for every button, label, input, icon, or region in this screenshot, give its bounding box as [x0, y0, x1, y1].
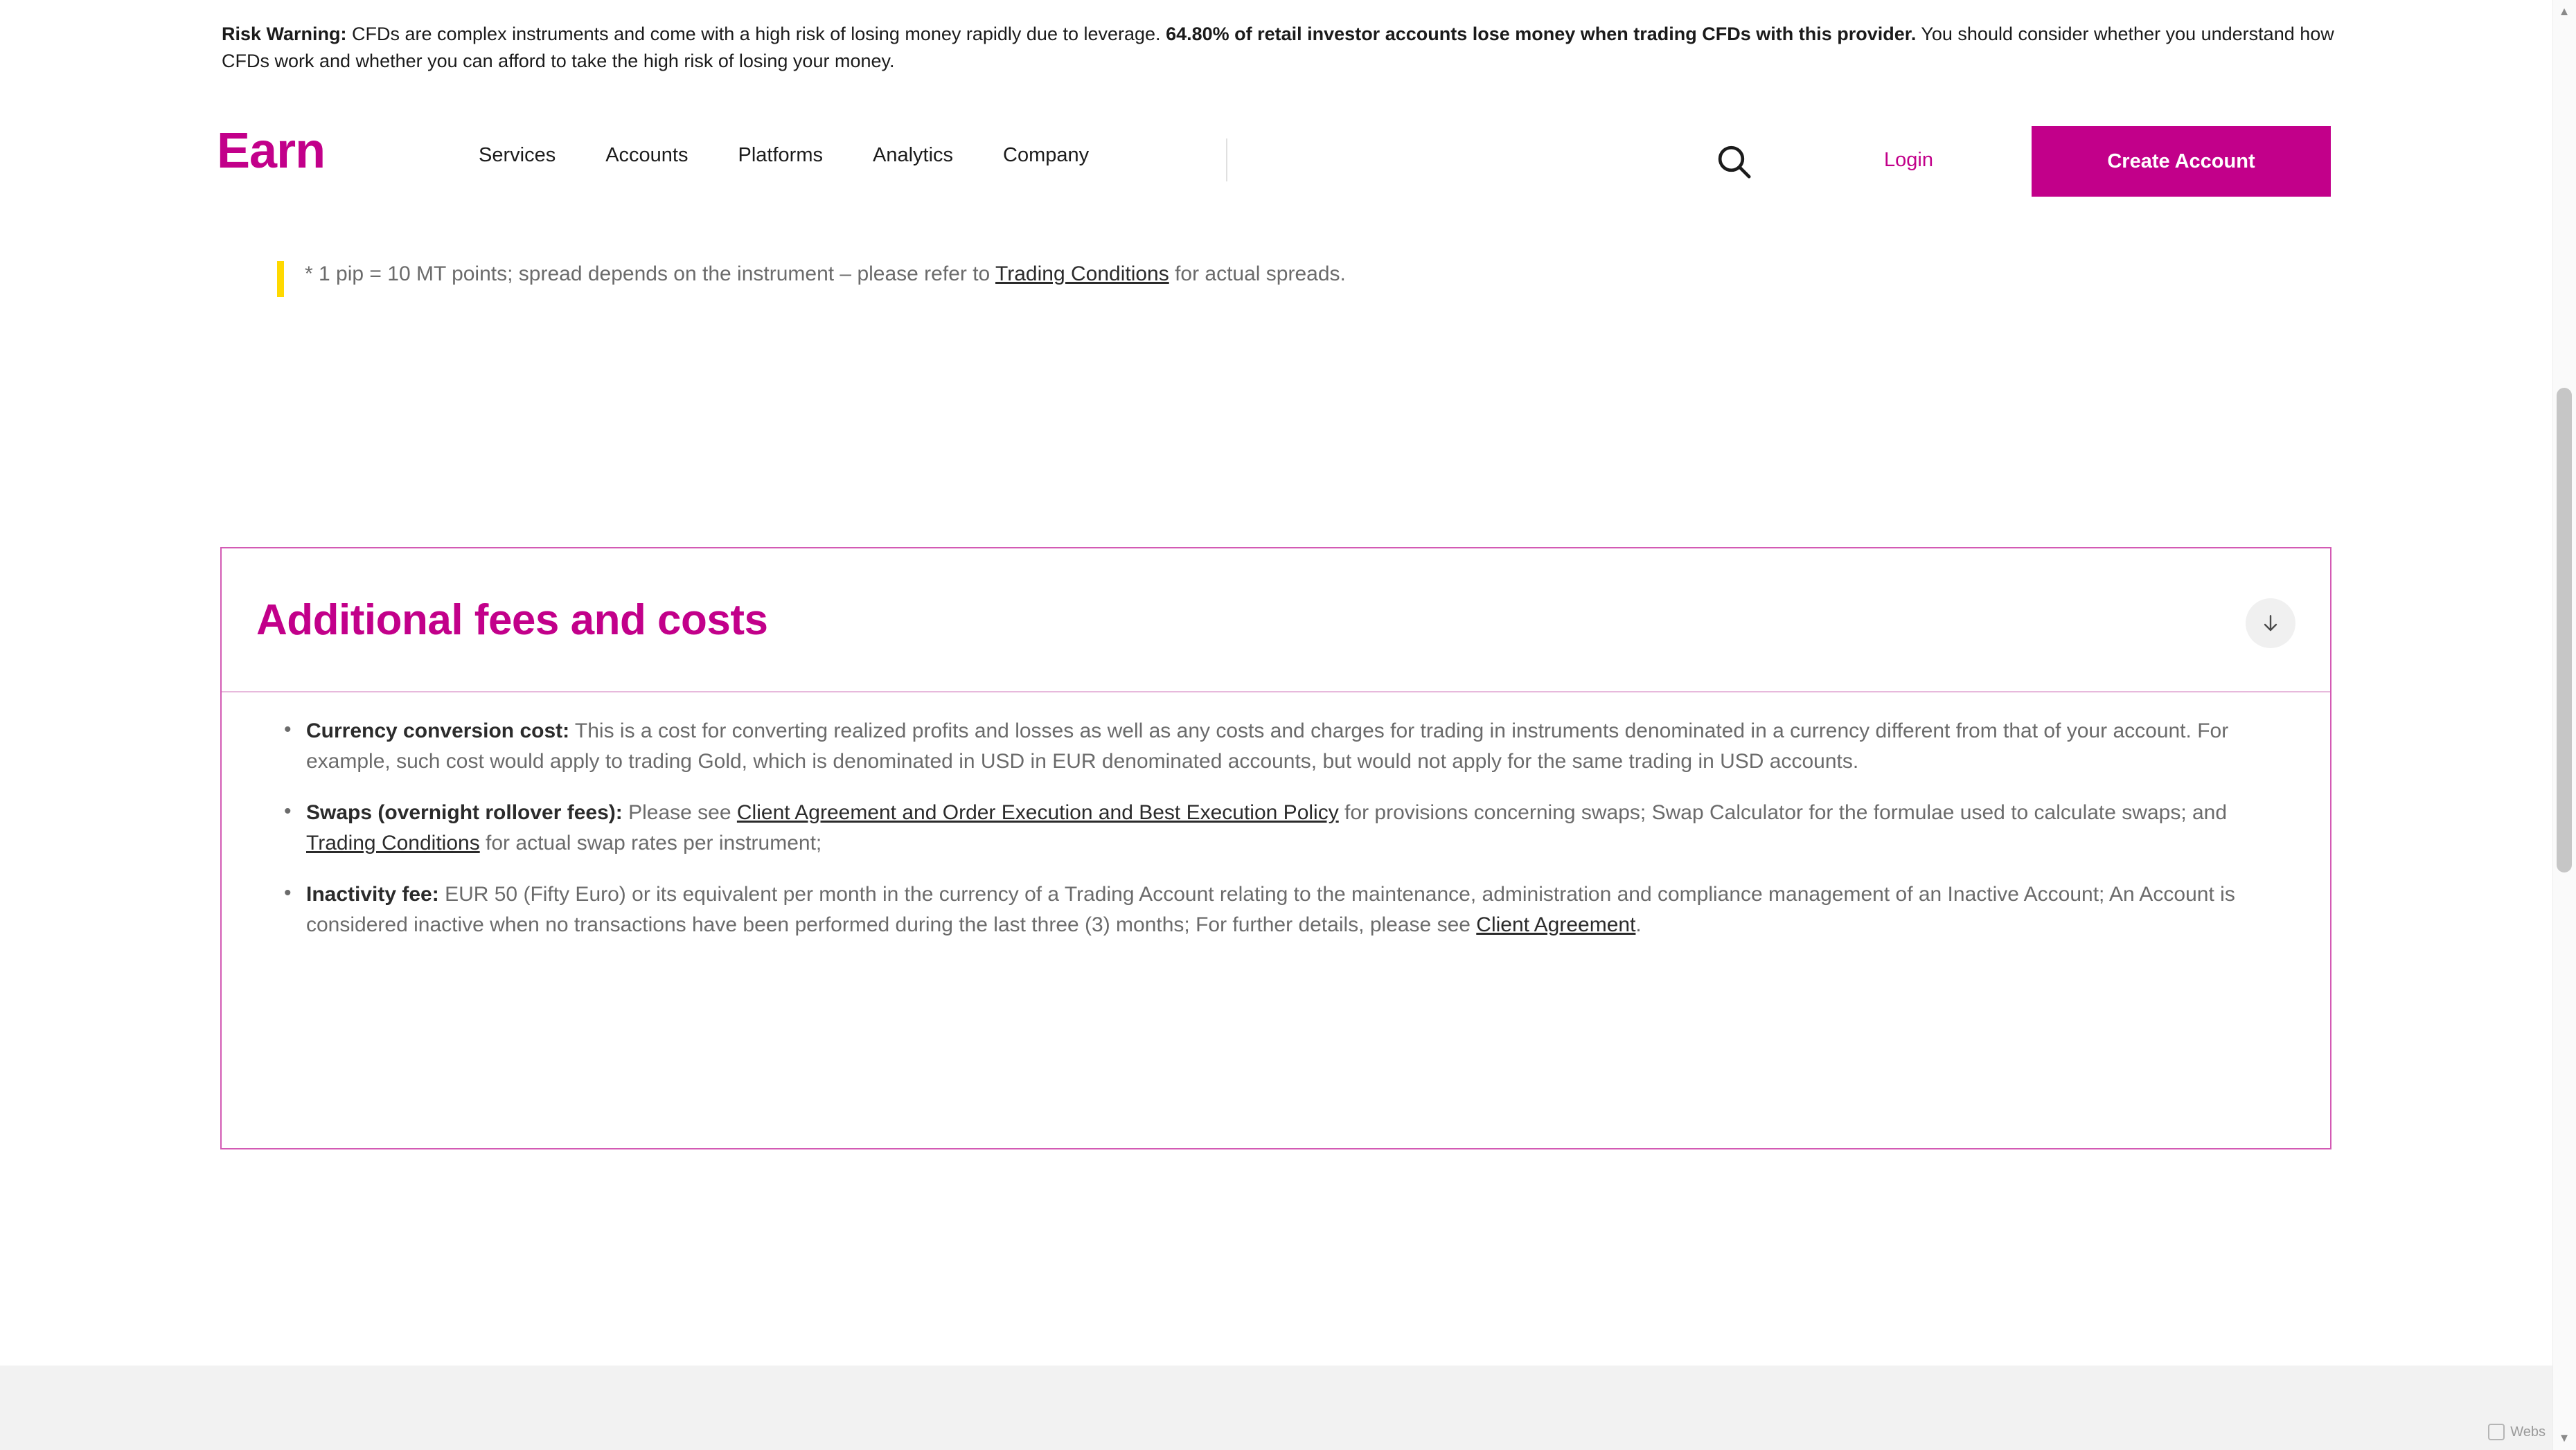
fees-list	[277, 716, 2275, 941]
fee-desc-inactivity-part2: .	[1635, 913, 1642, 937]
scrollbar-thumb[interactable]	[2557, 388, 2572, 872]
header-divider	[1226, 138, 1227, 181]
client-agreement-link[interactable]: Client Agreement	[1476, 913, 1636, 937]
trading-conditions-link[interactable]: Trading Conditions	[306, 832, 480, 855]
risk-warning-part1: CFDs are complex instruments and come with a high risk of losing money rapidly due to leverage.	[346, 24, 1166, 44]
pip-note	[277, 260, 1346, 297]
client-agreement-order-execution-link[interactable]: Client Agreement and Order Execution and Best Execution Policy	[736, 801, 1339, 825]
login-link[interactable]: Login	[1884, 149, 1933, 171]
arrow-down-icon[interactable]	[2246, 598, 2295, 648]
pip-note-text-after: for actual spreads.	[1169, 262, 1346, 285]
fee-desc-swaps-part3: for actual swap rates per instrument;	[479, 832, 822, 855]
risk-warning-text	[222, 21, 2341, 75]
nav-item-company[interactable]: Company	[1003, 144, 1090, 166]
list-item	[277, 879, 2275, 940]
pip-note-text	[305, 260, 1346, 289]
risk-warning-bar	[0, 0, 2576, 93]
primary-navigation	[454, 137, 1114, 174]
fee-term-swaps: Swaps (overnight rollover fees):	[306, 801, 623, 825]
additional-fees-card	[220, 547, 2331, 1149]
nav-item-platforms[interactable]: Platforms	[738, 144, 823, 166]
list-item	[277, 798, 2275, 859]
scroll-down-arrow-icon[interactable]: ▼	[2558, 1431, 2570, 1444]
additional-fees-card-header[interactable]	[222, 548, 2330, 692]
nav-item-analytics[interactable]: Analytics	[872, 144, 954, 166]
scroll-up-arrow-icon[interactable]: ▲	[2558, 5, 2570, 18]
footer-strip	[0, 1366, 2576, 1450]
pip-note-trading-conditions-link[interactable]: Trading Conditions	[995, 262, 1169, 285]
create-account-button[interactable]: Create Account	[2032, 126, 2331, 197]
risk-warning-stat: 64.80% of retail investor accounts lose money when trading CFDs with this provider.	[1166, 24, 1917, 44]
list-item	[277, 716, 2275, 777]
nav-item-services[interactable]: Services	[479, 144, 556, 166]
risk-warning-part2: You should consider whether you understand how CFDs work and whether you can afford to take the high risk of losing your money.	[222, 24, 2334, 72]
fee-term-currency-conversion: Currency conversion cost:	[306, 719, 570, 742]
webchat-icon	[2488, 1424, 2505, 1440]
fee-desc-currency-conversion: This is a cost for converting realized profits and losses as well as any costs and charges for trading in instruments denominated in a currency different from that of your account. For example, such cost would apply to trading Gold, which is denominated in USD in EUR denominated accounts, but would not apply for the same trading in USD accounts.	[306, 719, 2229, 773]
fee-desc-inactivity-part1: EUR 50 (Fifty Euro) or its equivalent per month in the currency of a Trading Account relating to the maintenance, administration and compliance management of an Inactive Account; An Account is considered inactive when no transactions have been performed during the last three (3) months; For further details, please see	[306, 883, 2235, 937]
search-icon[interactable]	[1714, 142, 1753, 181]
additional-fees-card-body	[222, 692, 2330, 969]
site-logo[interactable]: Earn	[217, 123, 326, 179]
webchat-badge[interactable]	[2488, 1424, 2546, 1440]
nav-item-accounts[interactable]: Accounts	[605, 144, 689, 166]
pip-note-accent-bar	[277, 261, 284, 297]
webchat-badge-label: Webs	[2510, 1424, 2546, 1440]
page-scrollbar[interactable]	[2552, 0, 2576, 1450]
fee-term-inactivity: Inactivity fee:	[306, 883, 439, 906]
pip-note-text-before: * 1 pip = 10 MT points; spread depends on the instrument – please refer to	[305, 262, 996, 285]
fee-desc-swaps-part2: for provisions concerning swaps; Swap Calculator for the formulae used to calculate swaps; and	[1338, 801, 2228, 825]
fee-desc-swaps-part1: Please see	[622, 801, 737, 825]
risk-warning-label: Risk Warning:	[222, 24, 347, 44]
page-title: Additional fees and costs	[256, 596, 768, 644]
